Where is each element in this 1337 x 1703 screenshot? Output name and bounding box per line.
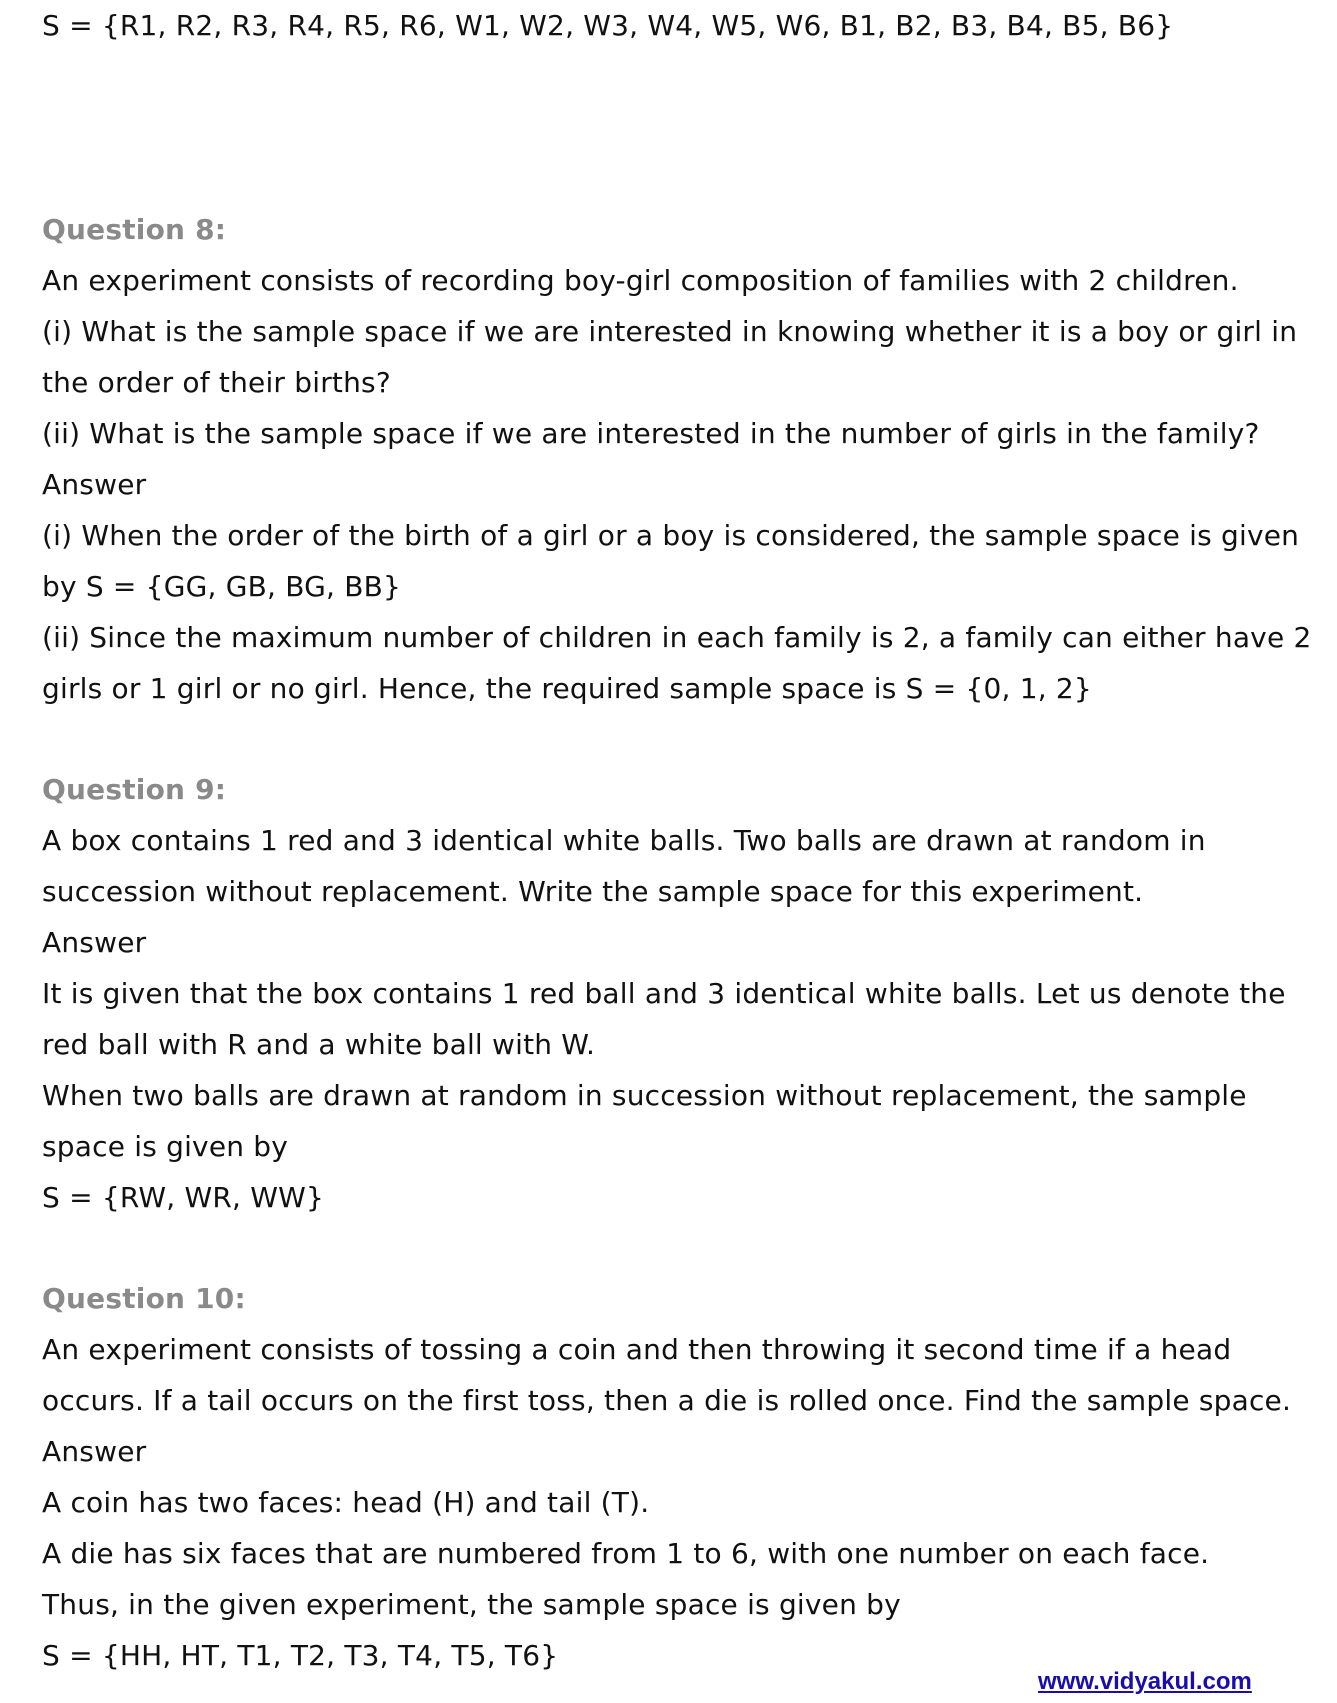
question-10-text-line: occurs. If a tail occurs on the first toss, then a die is rolled once. Find the sample space.: [42, 1384, 1292, 1417]
answer-9-line: When two balls are drawn at random in succession without replacement, the sample: [42, 1079, 1247, 1112]
question-10-text-line: An experiment consists of tossing a coin and then throwing it second time if a head: [42, 1333, 1232, 1366]
answer-10-line: Thus, in the given experiment, the sample space is given by: [42, 1588, 901, 1621]
question-8-text-line: An experiment consists of recording boy-girl composition of families with 2 children.: [42, 264, 1239, 297]
answer-9-line: It is given that the box contains 1 red ball and 3 identical white balls. Let us denote the: [42, 977, 1286, 1010]
answer-9-line: space is given by: [42, 1130, 289, 1163]
answer-10-line: S = {HH, HT, T1, T2, T3, T4, T5, T6}: [42, 1639, 559, 1672]
answer-label: Answer: [42, 468, 147, 501]
answer-9-line: red ball with R and a white ball with W.: [42, 1028, 596, 1061]
question-8-text-line: (i) What is the sample space if we are interested in knowing whether it is a boy or girl in: [42, 315, 1298, 348]
answer-10-line: A coin has two faces: head (H) and tail (T).: [42, 1486, 650, 1519]
website-link[interactable]: www.vidyakul.com: [1038, 1668, 1252, 1695]
question-8-text-line: (ii) What is the sample space if we are interested in the number of girls in the family?: [42, 417, 1260, 450]
answer-10-line: A die has six faces that are numbered from 1 to 6, with one number on each face.: [42, 1537, 1210, 1570]
answer-8-line: (ii) Since the maximum number of children in each family is 2, a family can either have 2: [42, 621, 1312, 654]
question-10-heading: Question 10:: [42, 1282, 246, 1315]
question-9-text-line: succession without replacement. Write the sample space for this experiment.: [42, 875, 1144, 908]
answer-label: Answer: [42, 1435, 147, 1468]
answer-8-line: by S = {GG, GB, BG, BB}: [42, 570, 402, 603]
sample-space-line: S = {R1, R2, R3, R4, R5, R6, W1, W2, W3, W4, W5, W6, B1, B2, B3, B4, B5, B6}: [42, 9, 1174, 42]
answer-8-line: (i) When the order of the birth of a girl or a boy is considered, the sample space is given: [42, 519, 1300, 552]
answer-9-line: S = {RW, WR, WW}: [42, 1181, 324, 1214]
answer-label: Answer: [42, 926, 147, 959]
question-8-text-line: the order of their births?: [42, 366, 391, 399]
question-8-heading: Question 8:: [42, 213, 227, 246]
question-9-heading: Question 9:: [42, 773, 227, 806]
answer-8-line: girls or 1 girl or no girl. Hence, the required sample space is S = {0, 1, 2}: [42, 672, 1092, 705]
question-9-text-line: A box contains 1 red and 3 identical white balls. Two balls are drawn at random in: [42, 824, 1206, 857]
